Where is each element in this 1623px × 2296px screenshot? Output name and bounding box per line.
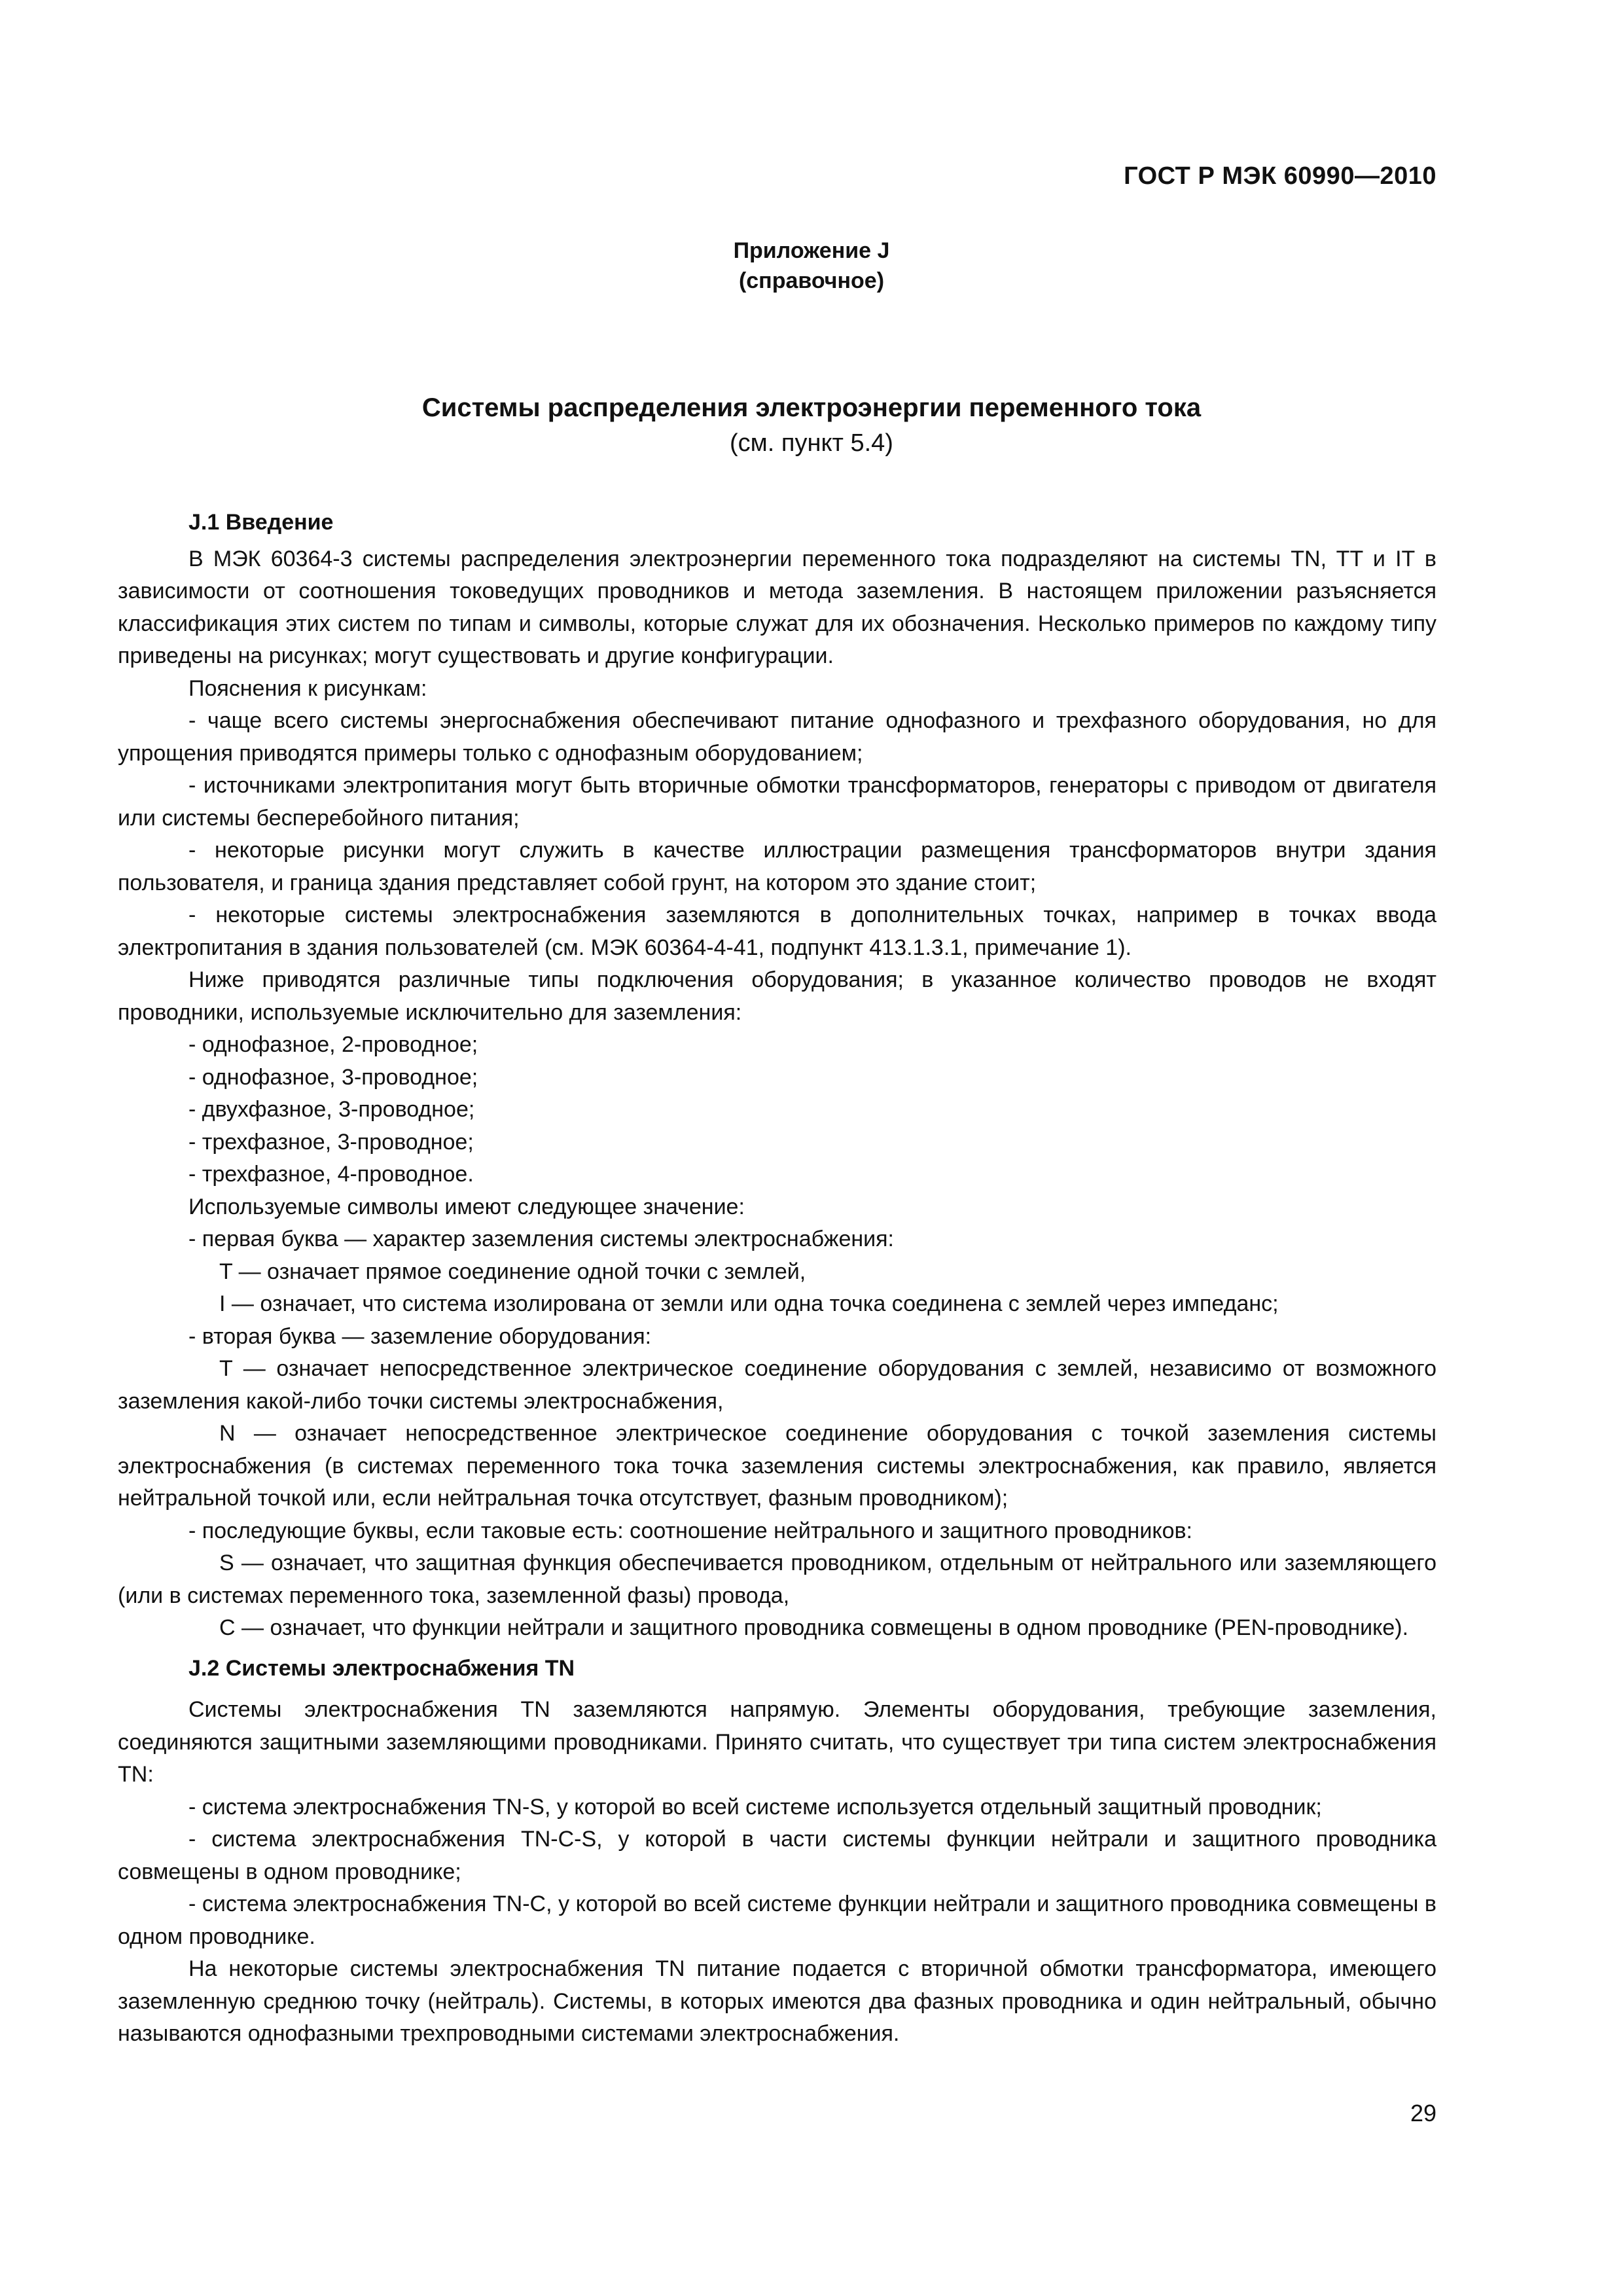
connection-item: - двухфазное, 3-проводное; — [188, 1097, 475, 1122]
note-item: - некоторые рисунки могут служить в качестве иллюстрации размещения трансформаторов внутри здания пользователя, и граница здания представляет собой грунт, на котором это здание стоит; — [118, 838, 1436, 895]
body-text — [118, 507, 1436, 2051]
connection-item: - трехфазное, 3-проводное; — [188, 1129, 474, 1155]
title-main: Системы распределения электроэнергии переменного тока — [421, 393, 1202, 422]
tn-type-item: - система электроснабжения TN-C-S, у которой в части системы функции нейтрали и защитного проводника совмещены в одном проводнике; — [118, 1827, 1436, 1884]
next-letters-item: C — означает, что функции нейтрали и защитного проводника совмещены в одном проводнике (PEN-проводнике). — [219, 1615, 1409, 1640]
document-title — [0, 390, 1623, 461]
section-j1-intro: В МЭК 60364-3 системы распределения электроэнергии переменного тока подразделяют на системы TN, TT и IT в зависимости от соотношения токоведущих проводников и метода заземления. В настоящем приложении разъясняется классификация этих систем по типам и символы, которые служат для их обозначения. Несколько примеров по каждому типу приведены на рисунках; могут существовать и другие конфигурации. — [118, 546, 1436, 668]
section-j2-heading: J.2 Системы электроснабжения TN — [188, 1655, 575, 1681]
tn-type-item: - система электроснабжения TN-C, у которой во всей системе функции нейтрали и защитного проводника совмещены в одном проводнике. — [118, 1892, 1436, 1949]
section-j1-heading: J.1 Введение — [188, 510, 334, 535]
section-j2-closing: На некоторые системы электроснабжения TN питание подается с вторичной обмотки трансформатора, имеющего заземленную среднюю точку (нейтраль). Системы, в которых имеются два фазных проводника и один нейтральный, обычно называются однофазными трехпроводными системами электроснабжения. — [118, 1956, 1436, 2046]
notes-label: Пояснения к рисункам: — [188, 675, 427, 701]
second-letter-label: - вторая буква — заземление оборудования: — [188, 1323, 652, 1349]
next-letters-item: S — означает, что защитная функция обеспечивается проводником, отдельным от нейтрального или заземляющего (или в системах переменного тока, заземленной фазы) провода, — [118, 1551, 1436, 1608]
tn-type-item: - система электроснабжения TN-S, у которой во всей системе используется отдельный защитный проводник; — [188, 1794, 1322, 1820]
standard-header: ГОСТ Р МЭК 60990—2010 — [1124, 162, 1436, 190]
title-reference: (см. пункт 5.4) — [730, 429, 893, 457]
appendix-heading — [0, 236, 1623, 296]
connection-item: - трехфазное, 4-проводное. — [188, 1162, 474, 1187]
second-letter-item: N — означает непосредственное электрическое соединение оборудования с точкой заземления системы электроснабжения (в системах переменного тока точка заземления системы электроснабжения, как правило, является нейтральной точкой или, если нейтральная точка отсутствует, фазным проводником); — [118, 1421, 1436, 1511]
connection-item: - однофазное, 3-проводное; — [188, 1064, 478, 1090]
appendix-kind: (справочное) — [738, 268, 885, 293]
first-letter-item: T — означает прямое соединение одной точки с землей, — [219, 1259, 806, 1284]
second-letter-item: T — означает непосредственное электрическое соединение оборудования с землей, независимо от возможного заземления какой-либо точки системы электроснабжения, — [118, 1356, 1436, 1414]
symbols-intro: Используемые символы имеют следующее значение: — [188, 1194, 745, 1219]
first-letter-label: - первая буква — характер заземления системы электроснабжения: — [188, 1227, 894, 1251]
appendix-label: Приложение J — [733, 238, 890, 263]
section-j2-intro: Системы электроснабжения TN заземляются напрямую. Элементы оборудования, требующие заземления, соединяются защитными заземляющими проводниками. Принято считать, что существует три типа систем электроснабжения TN: — [118, 1697, 1436, 1787]
first-letter-item: I — означает, что система изолирована от земли или одна точка соединена с землей через импеданс; — [219, 1291, 1279, 1316]
connection-item: - однофазное, 2-проводное; — [188, 1032, 478, 1057]
page-number: 29 — [1410, 2100, 1436, 2126]
note-item: - источниками электропитания могут быть вторичные обмотки трансформаторов, генераторы с приводом от двигателя или системы бесперебойного питания; — [118, 773, 1436, 831]
connection-intro: Ниже приводятся различные типы подключения оборудования; в указанное количество проводов не входят проводники, используемые исключительно для заземления: — [118, 967, 1436, 1025]
note-item: - некоторые системы электроснабжения заземляются в дополнительных точках, например в точках ввода электропитания в здания пользователей (см. МЭК 60364-4-41, подпункт 413.1.3.1, примечание 1). — [118, 903, 1436, 960]
note-item: - чаще всего системы энергоснабжения обеспечивают питание однофазного и трехфазного оборудования, но для упрощения приводятся примеры только с однофазным оборудованием; — [118, 708, 1436, 766]
next-letters-label: - последующие буквы, если таковые есть: соотношение нейтрального и защитного проводников: — [188, 1518, 1193, 1543]
